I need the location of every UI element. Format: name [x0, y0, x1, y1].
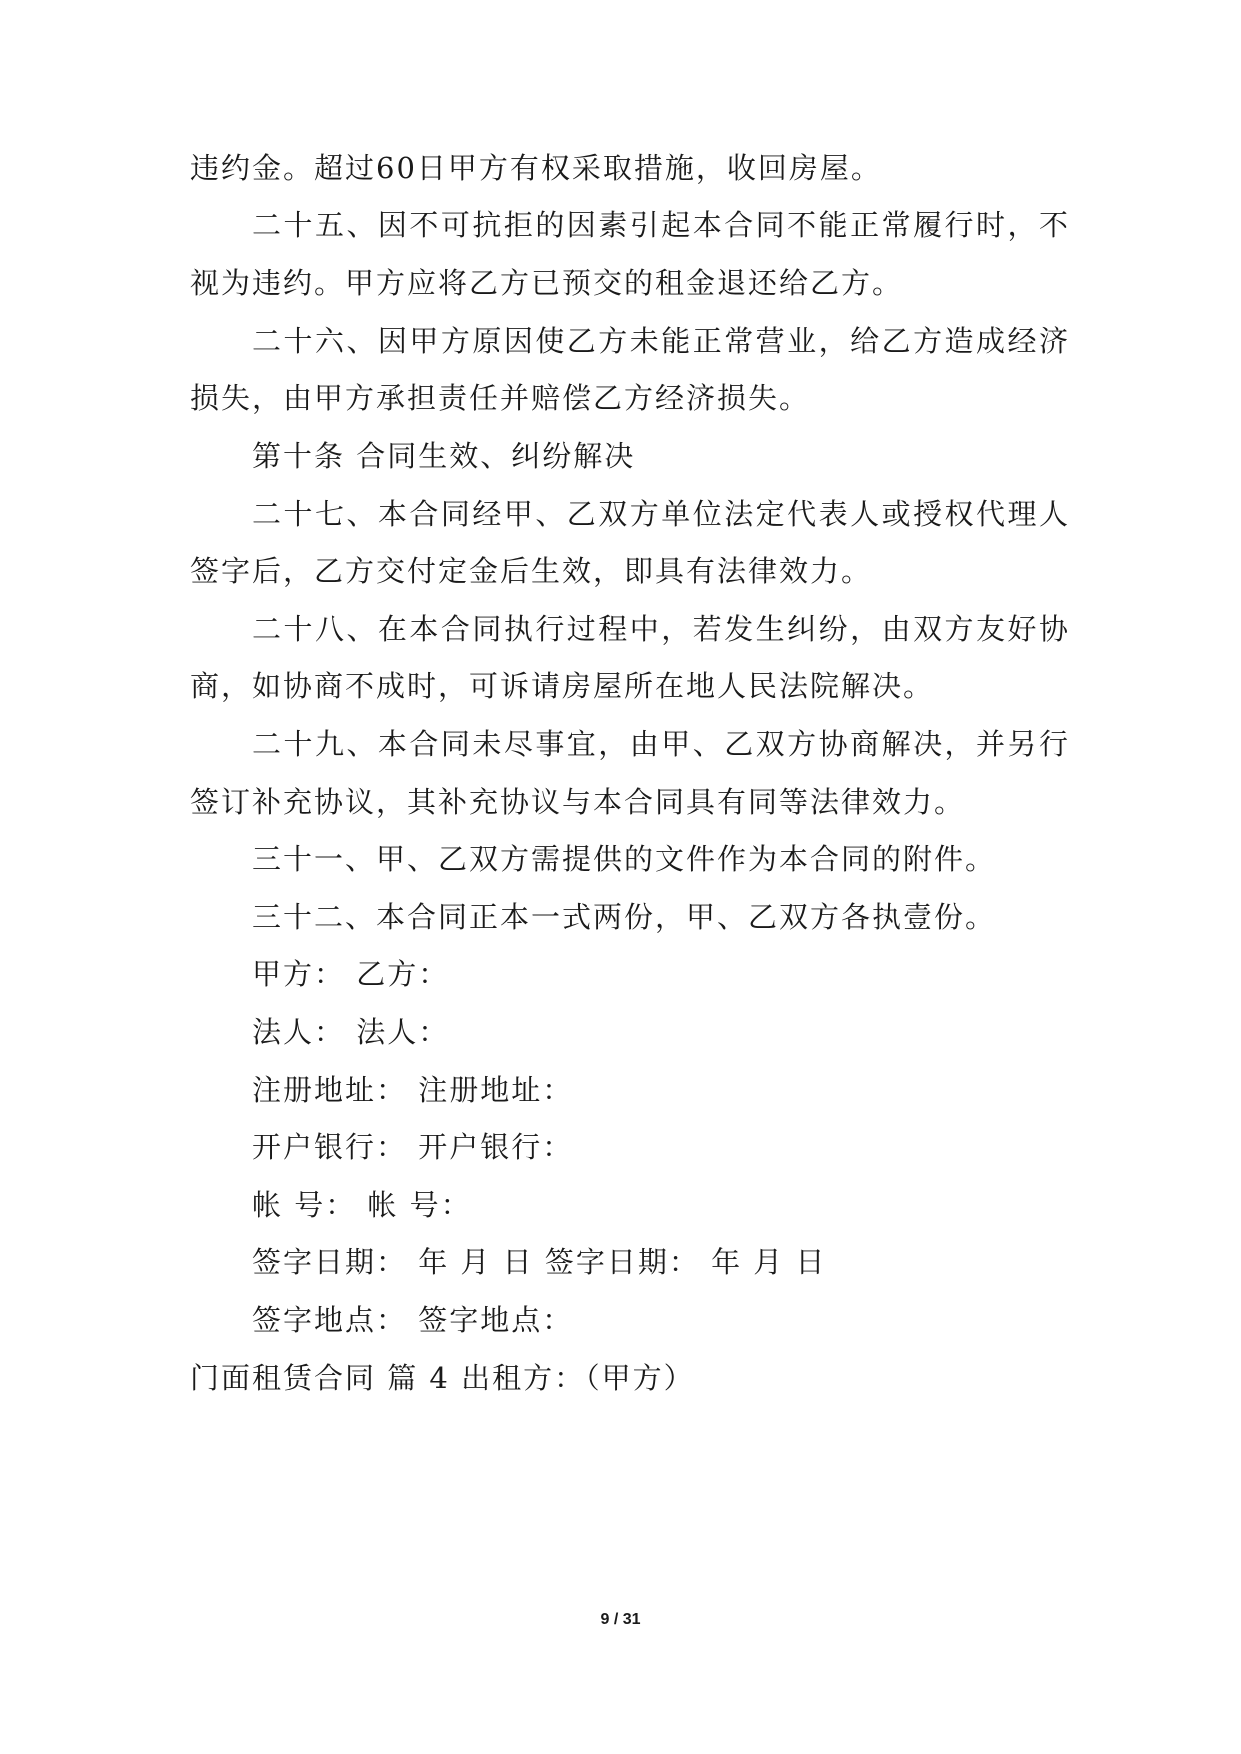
signature-legal-person-line: 法人： 法人：: [252, 1015, 450, 1049]
text-line-1: 违约金。超过60日甲方有权采取措施，收回房屋。: [190, 151, 882, 185]
signature-date-line: 签字日期： 年 月 日 签字日期： 年 月 日: [252, 1245, 827, 1279]
section-heading-article-10: 第十条 合同生效、纠纷解决: [252, 439, 636, 473]
clause-29-line-2: 签订补充协议，其补充协议与本合同具有同等法律效力。: [190, 785, 966, 819]
clause-32: 三十二、本合同正本一式两份，甲、乙双方各执壹份。: [252, 900, 997, 934]
signature-address-line: 注册地址： 注册地址：: [252, 1073, 574, 1107]
clause-26-line-2: 损失，由甲方承担责任并赔偿乙方经济损失。: [190, 381, 811, 415]
next-contract-heading: 门面租赁合同 篇 4 出租方：（甲方）: [190, 1361, 695, 1395]
clause-27-line-2: 签字后，乙方交付定金后生效，即具有法律效力。: [190, 554, 873, 588]
clause-28-line-1: 二十八、在本合同执行过程中，若发生纠纷，由双方友好协: [252, 612, 1070, 646]
clause-31: 三十一、甲、乙双方需提供的文件作为本合同的附件。: [252, 842, 997, 876]
clause-26-line-1: 二十六、因甲方原因使乙方未能正常营业，给乙方造成经济: [252, 324, 1070, 358]
signature-place-line: 签字地点： 签字地点：: [252, 1303, 574, 1337]
clause-29-line-1: 二十九、本合同未尽事宜，由甲、乙双方协商解决，并另行: [252, 727, 1070, 761]
signature-bank-line: 开户银行： 开户银行：: [252, 1130, 574, 1164]
page-number: 9 / 31: [600, 1611, 641, 1628]
signature-account-line: 帐 号： 帐 号：: [252, 1188, 472, 1222]
clause-25-line-1: 二十五、因不可抗拒的因素引起本合同不能正常履行时，不: [252, 208, 1070, 242]
clause-28-line-2: 商，如协商不成时，可诉请房屋所在地人民法院解决。: [190, 669, 935, 703]
clause-25-line-2: 视为违约。甲方应将乙方已预交的租金退还给乙方。: [190, 266, 904, 300]
signature-party-line: 甲方： 乙方：: [252, 957, 450, 991]
clause-27-line-1: 二十七、本合同经甲、乙双方单位法定代表人或授权代理人: [252, 497, 1070, 531]
